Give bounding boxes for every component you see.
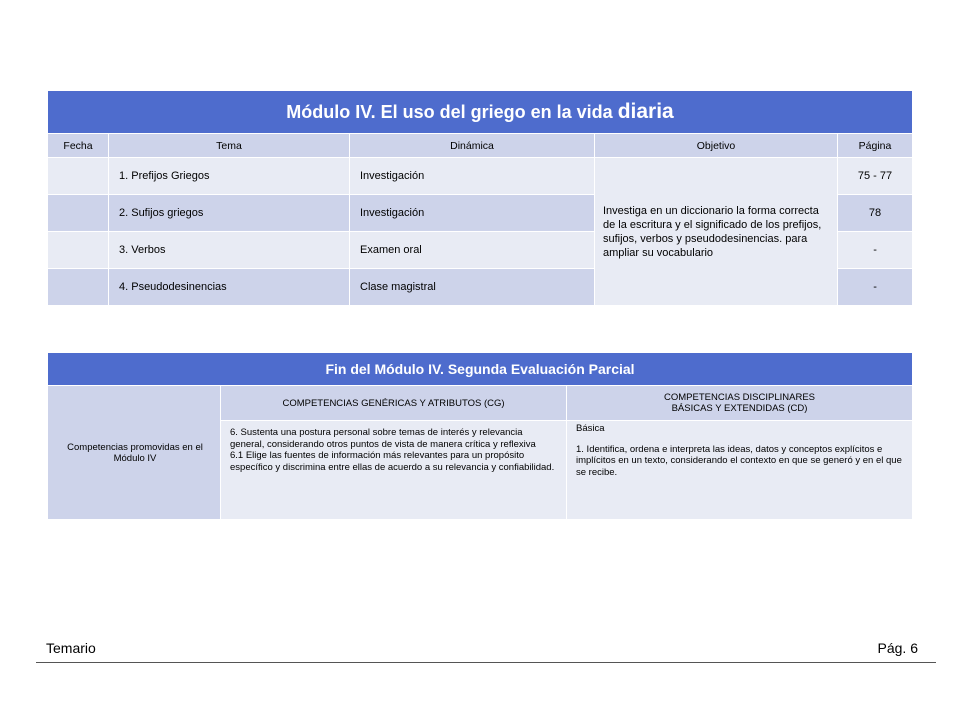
cd-text: 1. Identifica, ordena e interpreta las ideas, datos y conceptos explícitos e implícitos en un texto, considerando el contexto en que se generó y en el que se recibe.: [576, 443, 902, 478]
cg-text-1: 6. Sustenta una postura personal sobre temas de interés y relevancia general, considerando otros puntos de vista de manera crítica y reflexiva: [230, 427, 536, 450]
fecha-cell: [48, 232, 109, 269]
cg-cell: [221, 421, 567, 520]
page-number: Pág. 6: [877, 640, 918, 656]
footer-divider: [36, 662, 936, 663]
cd-header: [567, 386, 913, 421]
tema-cell: 1. Prefijos Griegos: [109, 158, 350, 195]
cd-header-line1: COMPETENCIAS DISCIPLINARES: [664, 392, 815, 403]
cd-label: Básica: [576, 423, 605, 434]
header-dinamica: Dinámica: [350, 134, 595, 158]
objetivo-cell: Investiga en un diccionario la forma correcta de la escritura y el significado de los prefijos, sufijos, verbos y pseudodesinencias. para ampliar su vocabulario: [595, 158, 838, 306]
pagina-cell: 75 - 77: [838, 158, 913, 195]
competencias-title-row: [48, 353, 913, 386]
pagina-cell: 78: [838, 195, 913, 232]
table-row: [48, 158, 913, 195]
fecha-cell: [48, 269, 109, 306]
module-header-row: [48, 134, 913, 158]
dinamica-cell: Investigación: [350, 158, 595, 195]
module-title-row: [48, 91, 913, 134]
competencias-label: Competencias promovidas en el Módulo IV: [48, 386, 221, 520]
module-title: Módulo IV. El uso del griego en la vida diaria: [48, 91, 913, 134]
footer-temario: Temario: [46, 640, 96, 656]
fecha-cell: [48, 195, 109, 232]
dinamica-cell: Investigación: [350, 195, 595, 232]
pagina-cell: -: [838, 232, 913, 269]
competencias-table: [47, 352, 913, 520]
cd-header-line2: BÁSICAS Y EXTENDIDAS (CD): [671, 403, 808, 414]
dinamica-cell: Clase magistral: [350, 269, 595, 306]
fecha-cell: [48, 158, 109, 195]
cg-text-2: 6.1 Elige las fuentes de información más relevantes para un propósito específico y discrimina entre ellas de acuerdo a su relevancia y confiabilidad.: [230, 450, 555, 473]
dinamica-cell: Examen oral: [350, 232, 595, 269]
header-pagina: Página: [838, 134, 913, 158]
pagina-cell: -: [838, 269, 913, 306]
module-table: [47, 90, 913, 306]
header-objetivo: Objetivo: [595, 134, 838, 158]
tema-cell: 2. Sufijos griegos: [109, 195, 350, 232]
header-tema: Tema: [109, 134, 350, 158]
tema-cell: 4. Pseudodesinencias: [109, 269, 350, 306]
cg-header: COMPETENCIAS GENÉRICAS Y ATRIBUTOS (CG): [221, 386, 567, 421]
tema-cell: 3. Verbos: [109, 232, 350, 269]
competencias-header-row: [48, 386, 913, 421]
competencias-title: Fin del Módulo IV. Segunda Evaluación Parcial: [48, 353, 913, 386]
header-fecha: Fecha: [48, 134, 109, 158]
cd-cell: [567, 421, 913, 520]
